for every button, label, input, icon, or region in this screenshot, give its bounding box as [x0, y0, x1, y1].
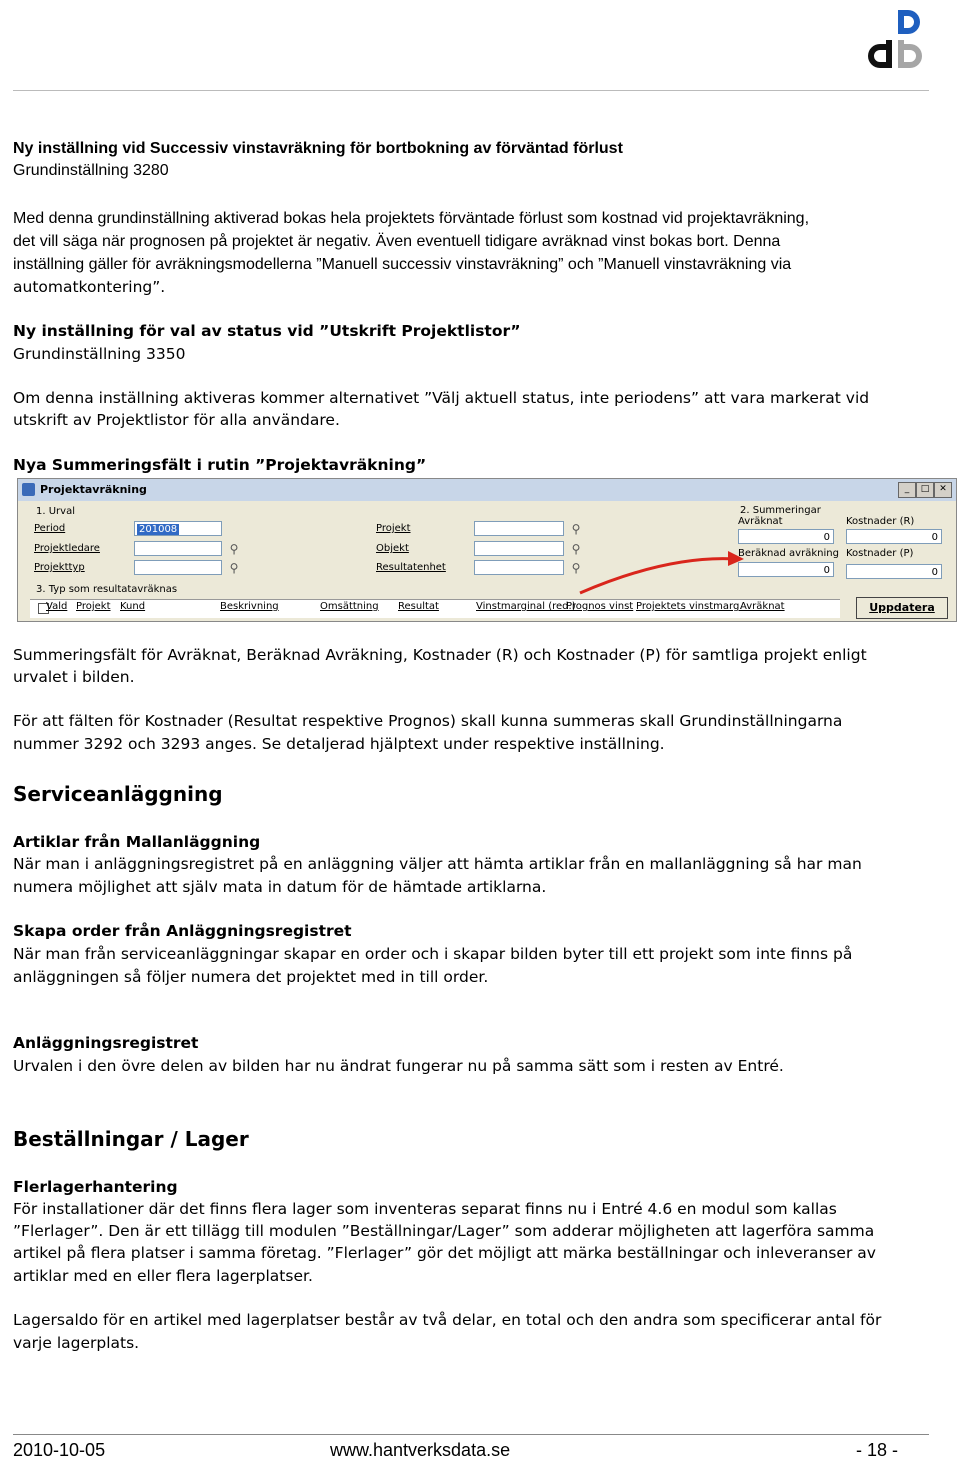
- heading-serviceanlaggning: Serviceanläggning: [13, 782, 223, 806]
- col-resultat[interactable]: Resultat: [398, 601, 439, 612]
- body-text: inställning gäller för avräkningsmodellerna ”Manuell successiv vinstavräkning” och ”Manuell vinstavräkning via: [13, 256, 792, 273]
- maximize-button[interactable]: □: [916, 482, 934, 498]
- body-text: varje lagerplats.: [13, 1334, 140, 1352]
- search-icon[interactable]: ⚲: [571, 522, 581, 536]
- heading-bestallningar-lager: Beställningar / Lager: [13, 1127, 249, 1151]
- body-text: Med denna grundinställning aktiverad bokas hela projektets förväntade förlust som kostnad vid projektavräkning,: [13, 210, 810, 227]
- body-text: Urvalen i den övre delen av bilden har nu ändrat fungerar nu på samma sätt som i resten av Entré.: [13, 1057, 784, 1075]
- section-title: Flerlagerhantering: [13, 1178, 178, 1196]
- col-projekt[interactable]: Projekt: [76, 601, 111, 612]
- section-title: Ny inställning vid Successiv vinstavräkning för bortbokning av förväntad förlust: [13, 140, 623, 157]
- search-icon[interactable]: ⚲: [229, 542, 239, 556]
- body-text: Om denna inställning aktiveras kommer alternativet ”Välj aktuell status, inte periodens” att vara markerat vid: [13, 389, 870, 407]
- search-icon[interactable]: ⚲: [571, 542, 581, 556]
- body-text: numera möjlighet att själv mata in datum för de hämtade artiklarna.: [13, 878, 547, 896]
- body-text: När man från serviceanläggningar skapar en order och i skapar bilden byter till ett projekt som inte finns på: [13, 945, 853, 963]
- body-text: urvalet i bilden.: [13, 668, 135, 686]
- section-typ: 3. Typ som resultatavräknas: [36, 584, 178, 595]
- label-objekt: Objekt: [376, 543, 409, 554]
- window-titlebar: [18, 479, 956, 501]
- label-beraknad-avrakning: Beräknad avräkning: [738, 548, 839, 559]
- body-text: automatkontering”.: [13, 278, 166, 296]
- col-kund[interactable]: Kund: [120, 601, 146, 612]
- beraknad-avrakning-field: 0: [738, 562, 834, 577]
- footer-date: 2010-10-05: [13, 1440, 106, 1460]
- col-omsattning[interactable]: Omsättning: [320, 601, 379, 612]
- body-text: artikel på flera platser i samma företag. ”Flerlager” gör det möjligt att märka beställningar och inleveranser av: [13, 1244, 876, 1262]
- col-vald[interactable]: Vald: [46, 601, 68, 612]
- period-input[interactable]: [134, 521, 222, 536]
- label-period: Period: [34, 523, 66, 534]
- col-vinstmarginal[interactable]: Vinstmarginal (red.): [476, 601, 576, 612]
- red-arrow-annotation: [578, 549, 748, 599]
- section-summeringar: 2. Summeringar: [740, 505, 821, 516]
- col-beskrivning[interactable]: Beskrivning: [220, 601, 279, 612]
- body-text: För att fälten för Kostnader (Resultat respektive Prognos) skall kunna summeras skall Grundinställningarna: [13, 712, 843, 730]
- window-title: Projektavräkning: [40, 483, 147, 496]
- label-resultatenhet: Resultatenhet: [376, 562, 446, 573]
- label-projektledare: Projektledare: [34, 543, 100, 554]
- close-button[interactable]: ✕: [934, 482, 952, 498]
- label-kostnader-r: Kostnader (R): [846, 516, 915, 527]
- section-urval: 1. Urval: [36, 506, 75, 517]
- section-title: Skapa order från Anläggningsregistret: [13, 922, 352, 940]
- body-text: Summeringsfält för Avräknat, Beräknad Avräkning, Kostnader (R) och Kostnader (P) för samtliga projekt enligt: [13, 646, 867, 664]
- search-icon[interactable]: ⚲: [229, 561, 239, 575]
- avraknat-field: 0: [738, 529, 834, 544]
- minimize-button[interactable]: _: [898, 482, 916, 498]
- projekttyp-input[interactable]: [134, 560, 222, 575]
- section-title: Ny inställning för val av status vid ”Utskrift Projektlistor”: [13, 322, 521, 340]
- section-subtitle: Grundinställning 3280: [13, 162, 169, 179]
- body-text: När man i anläggningsregistret på en anläggning väljer att hämta artiklar från en mallanläggning så har man: [13, 855, 862, 873]
- objekt-input[interactable]: [474, 541, 564, 556]
- kostnader-p-field: 0: [846, 564, 942, 579]
- section-title: Nya Summeringsfält i rutin ”Projektavräkning”: [13, 456, 427, 474]
- app-icon: [22, 483, 35, 496]
- update-button[interactable]: Uppdatera: [856, 597, 948, 619]
- body-text: det vill säga när prognosen på projektet är negativ. Även eventuell tidigare avräknad vinst bokas bort. Denna: [13, 233, 781, 250]
- body-text: nummer 3292 och 3293 anges. Se detaljerad hjälptext under respektive inställning.: [13, 735, 665, 753]
- body-text: artiklar med en eller flera lagerplatser.: [13, 1267, 313, 1285]
- projekt-input[interactable]: [474, 521, 564, 536]
- projektledare-input[interactable]: [134, 541, 222, 556]
- section-title: Artiklar från Mallanläggning: [13, 833, 261, 851]
- projektavrakning-window: [17, 478, 957, 622]
- footer-divider: [13, 1434, 929, 1435]
- label-kostnader-p: Kostnader (P): [846, 548, 914, 559]
- col-projektets-vinstmarg[interactable]: Projektets vinstmarg.: [636, 601, 743, 612]
- col-avraknat[interactable]: Avräknat: [740, 601, 785, 612]
- kostnader-r-field: 0: [846, 529, 942, 544]
- body-text: För installationer där det finns flera lager som inventeras separat finns nu i Entré 4.6 en modul som kallas: [13, 1200, 837, 1218]
- body-text: Lagersaldo för en artikel med lagerplatser består av två delar, en total och den andra som specificerar antal för: [13, 1311, 882, 1329]
- resultatenhet-input[interactable]: [474, 560, 564, 575]
- footer-page-number: - 18 -: [856, 1440, 899, 1460]
- label-avraknat: Avräknat: [738, 516, 783, 527]
- body-text: ”Flerlager”. Den är ett tillägg till modulen ”Beställningar/Lager” som adderar möjligheten att lagerföra samma: [13, 1222, 875, 1240]
- search-icon[interactable]: ⚲: [571, 561, 581, 575]
- section-title: Anläggningsregistret: [13, 1034, 199, 1052]
- col-prognos-vinst[interactable]: Prognos vinst: [566, 601, 634, 612]
- section-subtitle: Grundinställning 3350: [13, 345, 186, 363]
- header-divider: [13, 90, 929, 91]
- period-value: 201008: [139, 524, 178, 535]
- body-text: anläggningen så följer numera det projektet med in till order.: [13, 968, 489, 986]
- body-text: utskrift av Projektlistor för alla användare.: [13, 411, 340, 429]
- company-logo: [866, 6, 926, 72]
- footer-url: www.hantverksdata.se: [330, 1440, 511, 1460]
- label-projekt: Projekt: [376, 523, 411, 534]
- label-projekttyp: Projekttyp: [34, 562, 85, 573]
